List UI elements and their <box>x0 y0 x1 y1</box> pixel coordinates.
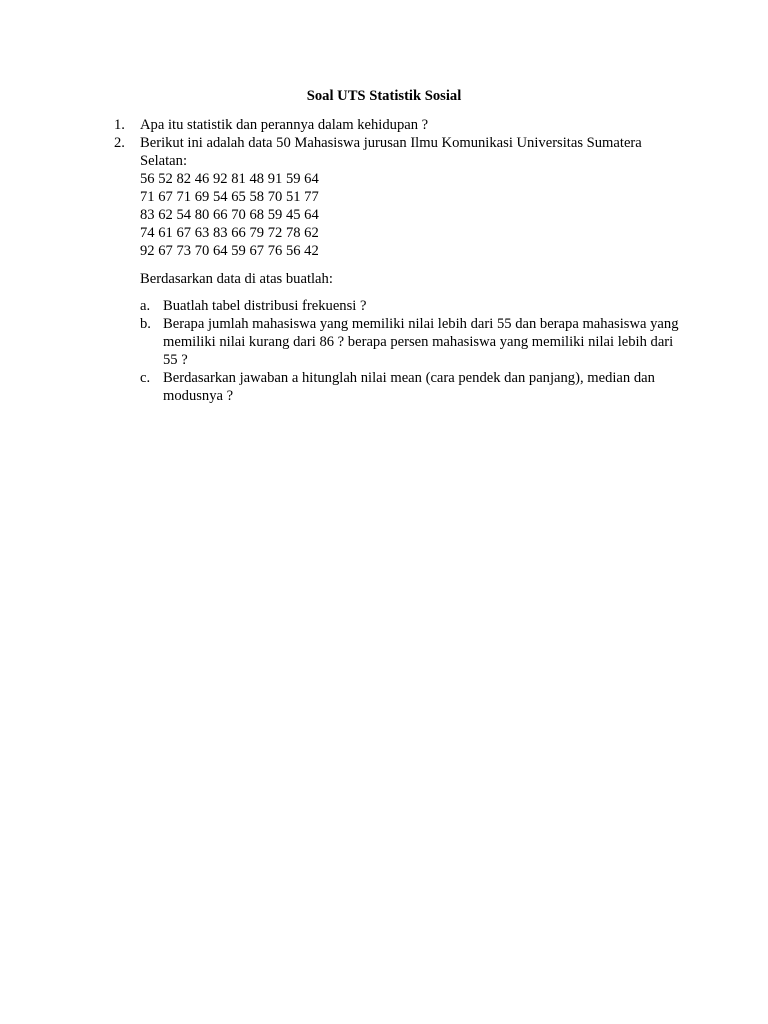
instruction-text: Berdasarkan data di atas buatlah: <box>140 271 333 287</box>
data-row: 71 67 71 69 54 65 58 70 51 77 <box>140 189 319 205</box>
sub-question-text: Berdasarkan jawaban a hitunglah nilai mean (cara pendek dan panjang), median dan modusnya ? <box>163 370 655 404</box>
question-2 <box>114 134 684 260</box>
question-number: 1. <box>114 117 125 133</box>
document-title: Soal UTS Statistik Sosial <box>306 88 462 104</box>
data-row: 56 52 82 46 92 81 48 91 59 64 <box>140 171 319 187</box>
sub-question-letter: c. <box>140 370 151 386</box>
question-text: Berikut ini adalah data 50 Mahasiswa jurusan Ilmu Komunikasi Universitas Sumatera Selatan: <box>140 135 642 169</box>
sub-question-c <box>140 369 684 405</box>
sub-question-text: Buatlah tabel distribusi frekuensi ? <box>163 298 367 314</box>
sub-question-b <box>140 315 684 369</box>
question-1 <box>114 116 684 134</box>
question-number: 2. <box>114 135 125 151</box>
sub-question-letter: b. <box>140 316 151 332</box>
sub-question-list <box>140 297 684 405</box>
data-row: 83 62 54 80 66 70 68 59 45 64 <box>140 207 319 223</box>
question-text: Apa itu statistik dan perannya dalam kehidupan ? <box>140 117 429 133</box>
sub-question-text: Berapa jumlah mahasiswa yang memiliki nilai lebih dari 55 dan berapa mahasiswa yang memiliki nilai kurang dari 86 ? berapa persen mahasiswa yang memiliki nilai lebih dari 55 ? <box>163 316 679 368</box>
data-row: 74 61 67 63 83 66 79 72 78 62 <box>140 225 319 241</box>
data-block <box>140 170 684 260</box>
sub-question-a <box>140 297 684 315</box>
data-row: 92 67 73 70 64 59 67 76 56 42 <box>140 243 319 259</box>
sub-question-letter: a. <box>140 298 151 314</box>
